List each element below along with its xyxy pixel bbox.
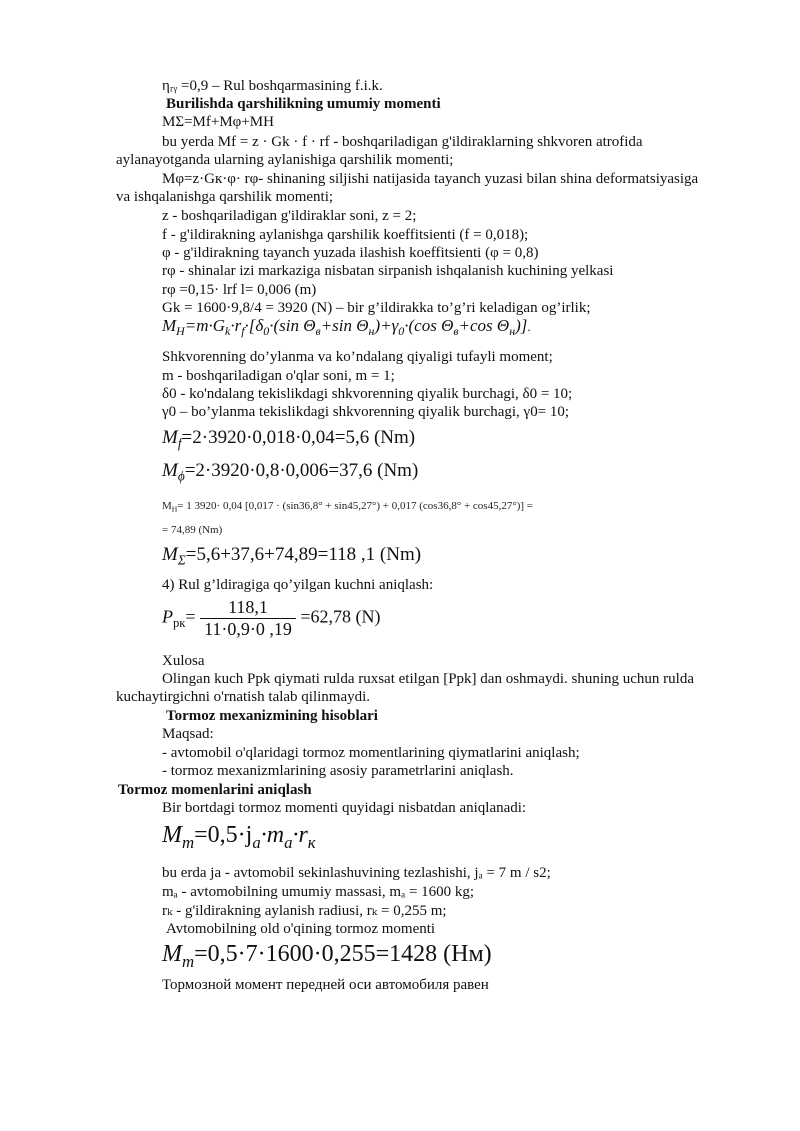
text-line: Maqsad: [162, 726, 214, 742]
text-line: Тормозной момент передней оси автомобиля равен [162, 977, 489, 993]
formula-mh-result: = 74,89 (Nm) [162, 524, 223, 536]
text-line: mₐ - avtomobilning umumiy massasi, mₐ = 1600 kg; [162, 884, 475, 900]
text-line: Xulosa [162, 653, 205, 669]
section-heading: Tormoz mexanizmining hisoblari [166, 708, 378, 724]
text-line: bu erda ja - avtomobil sekinlashuvining tezlashishi, jₐ = 7 m / s2; [162, 865, 551, 881]
formula-mh-value: $M_H= 1$ 3920· 0,04 [0,017 · (sin36,8° + sin45,27°) + 0,017 (cos36,8° + cos45,27°)] = [162, 500, 534, 514]
formula-msum: $M_\Sigma=5,6+37,6+74,89=118$ ,1 (Nm) [162, 544, 422, 568]
text-line: - tormoz mexanizmlarining asosiy parametrlarini aniqlash. [162, 763, 514, 779]
text-line: f - g'ildirakning aylanishga qarshilik koeffitsienti (f = 0,018); [162, 227, 529, 243]
formula-mt-value: $M_m=0,5\cdot 7\cdot 1600\cdot 0,255=1428$ (Нм) [162, 941, 492, 971]
formula-mphi: $M_\phi=2\cdot 3920\cdot 0,8\cdot 0,006=37,6$ (Nm) [162, 460, 419, 484]
formula-mf: $M_f=2\cdot 3920\cdot 0,018\cdot 0,04=5,6$ (Nm) [162, 427, 416, 451]
text-line: bu yerda Mf = z · Gk · f · rf - boshqariladigan g'ildiraklarning shkvoren atrofida [162, 134, 643, 150]
text-line: MΣ=Mf+Mφ+MH [162, 114, 274, 130]
ppk-fraction: $\frac{118,1}{11\cdot 0,9\cdot 0 ,19}$ [200, 597, 296, 640]
formula-mt-general: $M_m=0,5\cdot j_a\cdot m_a\cdot r_к$ [162, 822, 316, 852]
text-line: Shkvorenning do’ylanma va ko’ndalang qiyaligi tufayli moment; [162, 349, 553, 365]
text-line: γ0 – bo’ylanma tekislikdagi shkvorenning qiyalik burchagi, γ0= 10; [162, 404, 570, 420]
text-line: Gk = 1600·9,8/4 = 3920 (N) – bir g’ildirakka to’g’ri keladigan og’irlik; [162, 300, 591, 316]
text-line: rφ =0,15· lrf l= 0,006 (m) [162, 282, 317, 298]
text-line: rφ - shinalar izi markaziga nisbatan sirpanish ishqalanish kuchining yelkasi [162, 263, 614, 279]
formula-ppk: $P_{рк}=$ $\frac{118,1}{11\cdot 0,9\cdot 0 ,19}$ =62,78 (N) [162, 597, 381, 639]
text-line: rₖ - g'ildirakning aylanish radiusi, rₖ = 0,255 m; [162, 903, 447, 919]
text-line: δ0 - ko'ndalang tekislikdagi shkvorenning qiyalik burchagi, δ0 = 10; [162, 386, 573, 402]
section-heading: Burilishda qarshilikning umumiy momenti [166, 96, 441, 112]
text-line: Avtomobilning old o'qining tormoz momenti [166, 921, 436, 937]
text-line: m - boshqariladigan o'qlar soni, m = 1; [162, 368, 395, 384]
text-line: φ - g'ildirakning tayanch yuzada ilashish koeffitsienti (φ = 0,8) [162, 245, 539, 261]
text-line: z - boshqariladigan g'ildiraklar soni, z = 2; [162, 208, 417, 224]
text-line: kuchaytirgichni o'rnatish talab qilinmaydi. [116, 689, 371, 705]
text-line: Bir bortdagi tormoz momenti quyidagi nisbatdan aniqlanadi: [162, 800, 527, 816]
section-heading: Tormoz momenlarini aniqlash [118, 782, 312, 798]
text-line: ηᵣᵧ =0,9 – Rul boshqarmasining f.i.k. [162, 78, 383, 94]
text-line: Olingan kuch Ppk qiymati rulda ruxsat etilgan [Ppk] dan oshmaydi. shuning uchun rulda [162, 671, 695, 687]
text-line: aylanayotganda ularning aylanishiga qarshilik momenti; [116, 152, 454, 168]
text-line: va ishqalanishga qarshilik momenti; [116, 189, 334, 205]
text-line: 4) Rul g’ldiragiga qo’yilgan kuchni aniqlash: [162, 577, 434, 593]
formula-mh-general: $M_H=m\cdot G_k\cdot r_f\cdot[\delta_0\cdot(\sin$ $\Theta_в+\sin$ $\Theta_н)+\gamma_0\cdot(\cos$ $\Theta_в+\cos$ $\Theta_н$)]. [162, 316, 531, 339]
text-line: Mφ=z·Gк·φ· rφ- shinaning siljishi natijasida tayanch yuzasi bilan shina deformatsiyasiga [162, 171, 699, 187]
text-line: - avtomobil o'qlaridagi tormoz momentlarining qiymatlarini aniqlash; [162, 745, 580, 761]
